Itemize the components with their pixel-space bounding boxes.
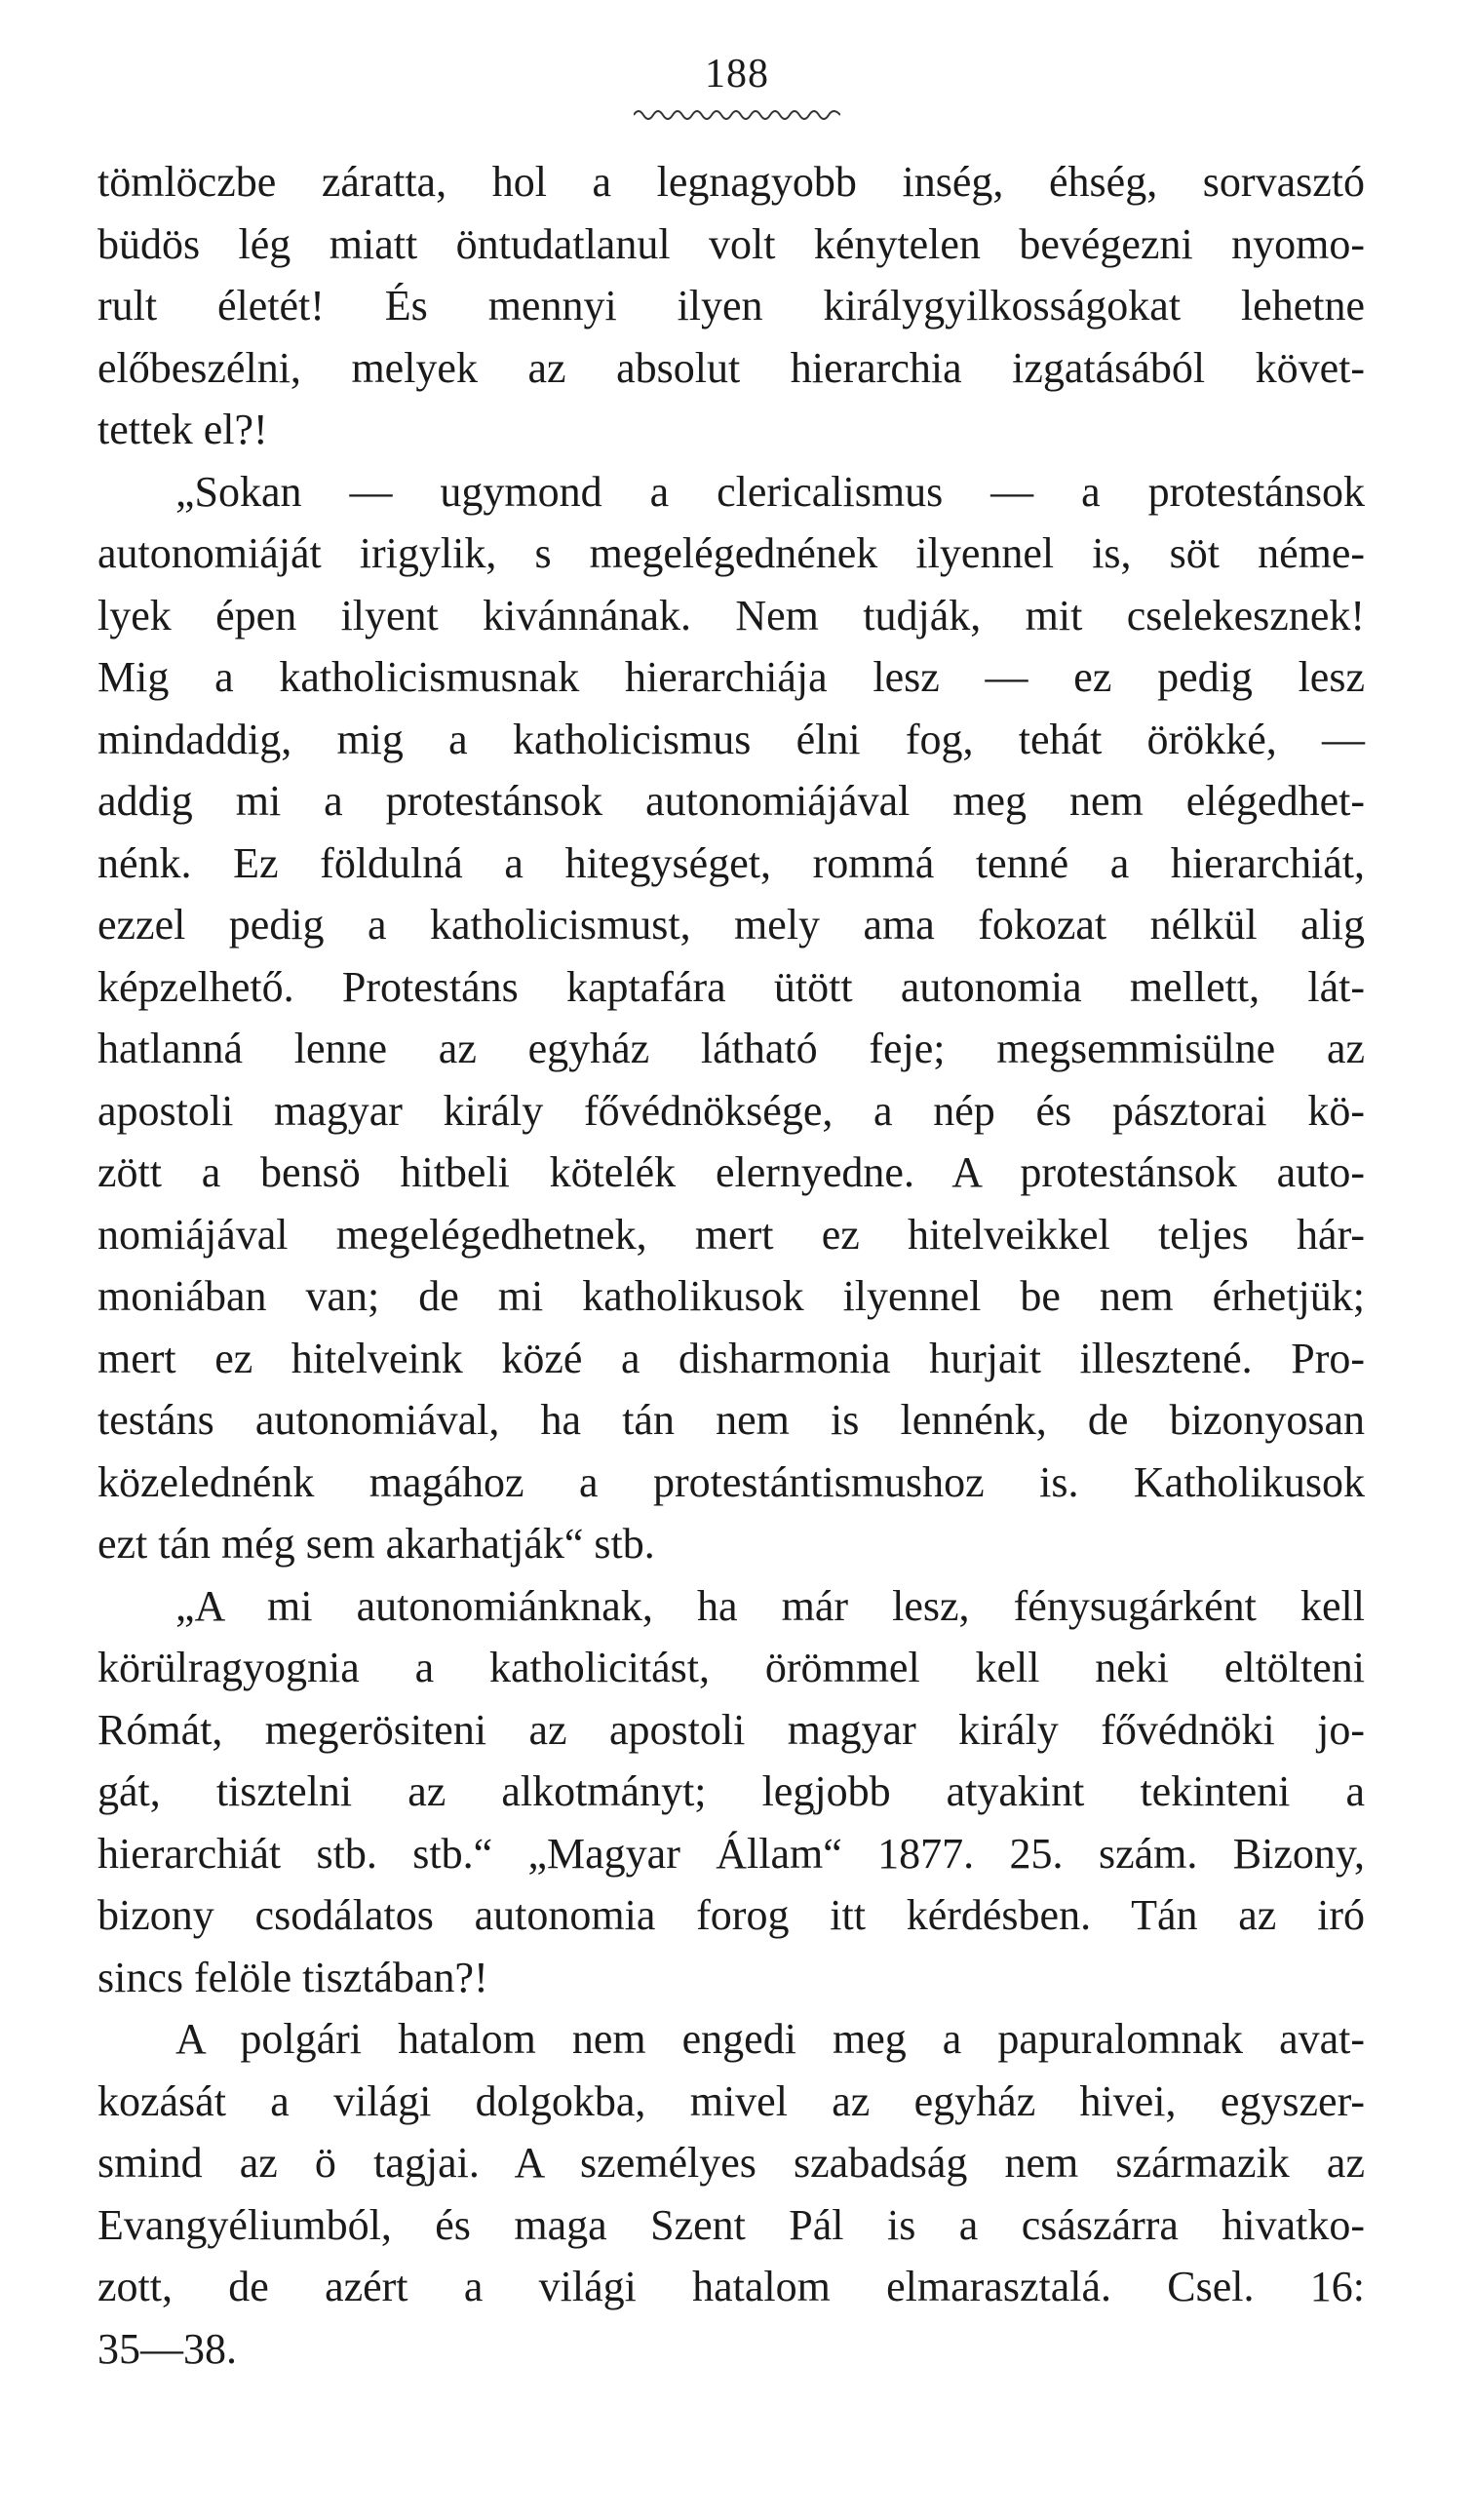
text-line: bizony csodálatos autonomia forog itt kérdésben. Tán az iró bbox=[97, 1891, 1365, 1939]
text-line: büdös lég miatt öntudatlanul volt kénytelen bevégezni nyomo- bbox=[97, 219, 1365, 268]
text-line: zött a bensö hitbeli kötelék elernyedne. A protestánsok auto- bbox=[97, 1148, 1365, 1196]
text-line: nénk. Ez földulná a hitegységet, rommá tenné a hierarchiát, bbox=[97, 838, 1365, 887]
text-line: rult életét! És mennyi ilyen királygyilkosságokat lehetne bbox=[97, 282, 1365, 330]
text-line: gát, tisztelni az alkotmányt; legjobb atyakint tekinteni a bbox=[97, 1767, 1365, 1815]
text-line: előbeszélni, melyek az absolut hierarchia izgatásából követ- bbox=[97, 343, 1365, 392]
text-line: 35—38. bbox=[97, 2324, 237, 2373]
text-line: hatlanná lenne az egyház látható feje; megsemmisülne az bbox=[97, 1025, 1365, 1072]
text-line: A polgári hatalom nem engedi meg a papuralomnak avat- bbox=[175, 2015, 1365, 2063]
text-line: mindaddig, mig a katholicismus élni fog, tehát örökké, — bbox=[97, 715, 1365, 763]
text-line: zott, de azért a világi hatalom elmarasztalá. Csel. 16: bbox=[97, 2263, 1365, 2310]
text-line: lyek épen ilyent kivánnának. Nem tudják, mit cselekesznek! bbox=[97, 591, 1365, 640]
text-line: addig mi a protestánsok autonomiájával meg nem elégedhet- bbox=[97, 777, 1365, 825]
text-line: apostoli magyar király fővédnöksége, a nép és pásztorai kö- bbox=[97, 1086, 1365, 1135]
text-line: ezzel pedig a katholicismust, mely ama fokozat nélkül alig bbox=[97, 901, 1365, 949]
text-line: „Sokan — ugymond a clericalismus — a protestánsok bbox=[175, 467, 1365, 516]
text-line: tömlöczbe záratta, hol a legnagyobb inség, éhség, sorvasztó bbox=[97, 158, 1365, 206]
text-line: tettek el?! bbox=[97, 406, 268, 453]
text-line: sincs felöle tisztában?! bbox=[97, 1953, 488, 2001]
text-line: smind az ö tagjai. A személyes szabadság nem származik az bbox=[97, 2139, 1365, 2187]
page-number: 188 bbox=[705, 52, 769, 97]
body-text bbox=[97, 151, 1365, 2380]
text-line: ezt tán még sem akarhatják“ stb. bbox=[97, 1520, 655, 1568]
text-line: Evangyéliumból, és maga Szent Pál is a császárra hivatko- bbox=[97, 2200, 1365, 2249]
text-line: „A mi autonomiánknak, ha már lesz, fénysugárként kell bbox=[175, 1581, 1365, 1630]
text-line: autonomiáját irigylik, s megelégednének ilyennel is, söt néme- bbox=[97, 529, 1365, 577]
text-line: képzelhető. Protestáns kaptafára ütött autonomia mellett, lát- bbox=[97, 962, 1365, 1011]
text-line: nomiájával megelégedhetnek, mert ez hitelveikkel teljes hár- bbox=[97, 1210, 1365, 1259]
text-line: Rómát, megerösiteni az apostoli magyar király fővédnöki jo- bbox=[97, 1705, 1365, 1754]
text-line: körülragyognia a katholicitást, örömmel kell neki eltölteni bbox=[97, 1644, 1365, 1691]
text-line: hierarchiát stb. stb.“ „Magyar Állam“ 1877. 25. szám. Bizony, bbox=[97, 1829, 1365, 1878]
text-line: Mig a katholicismusnak hierarchiája lesz — ez pedig lesz bbox=[97, 653, 1365, 701]
text-line: közelednénk magához a protestántismushoz is. Katholikusok bbox=[97, 1457, 1365, 1506]
wavy-rule-ornament-icon bbox=[634, 103, 840, 125]
text-line: mert ez hitelveink közé a disharmonia hurjait illesztené. Pro- bbox=[97, 1334, 1365, 1382]
text-line: testáns autonomiával, ha tán nem is lennénk, de bizonyosan bbox=[97, 1396, 1365, 1444]
text-line: moniában van; de mi katholikusok ilyennel be nem érhetjük; bbox=[97, 1272, 1365, 1320]
text-line: kozását a világi dolgokba, mivel az egyház hivei, egyszer- bbox=[97, 2076, 1365, 2125]
